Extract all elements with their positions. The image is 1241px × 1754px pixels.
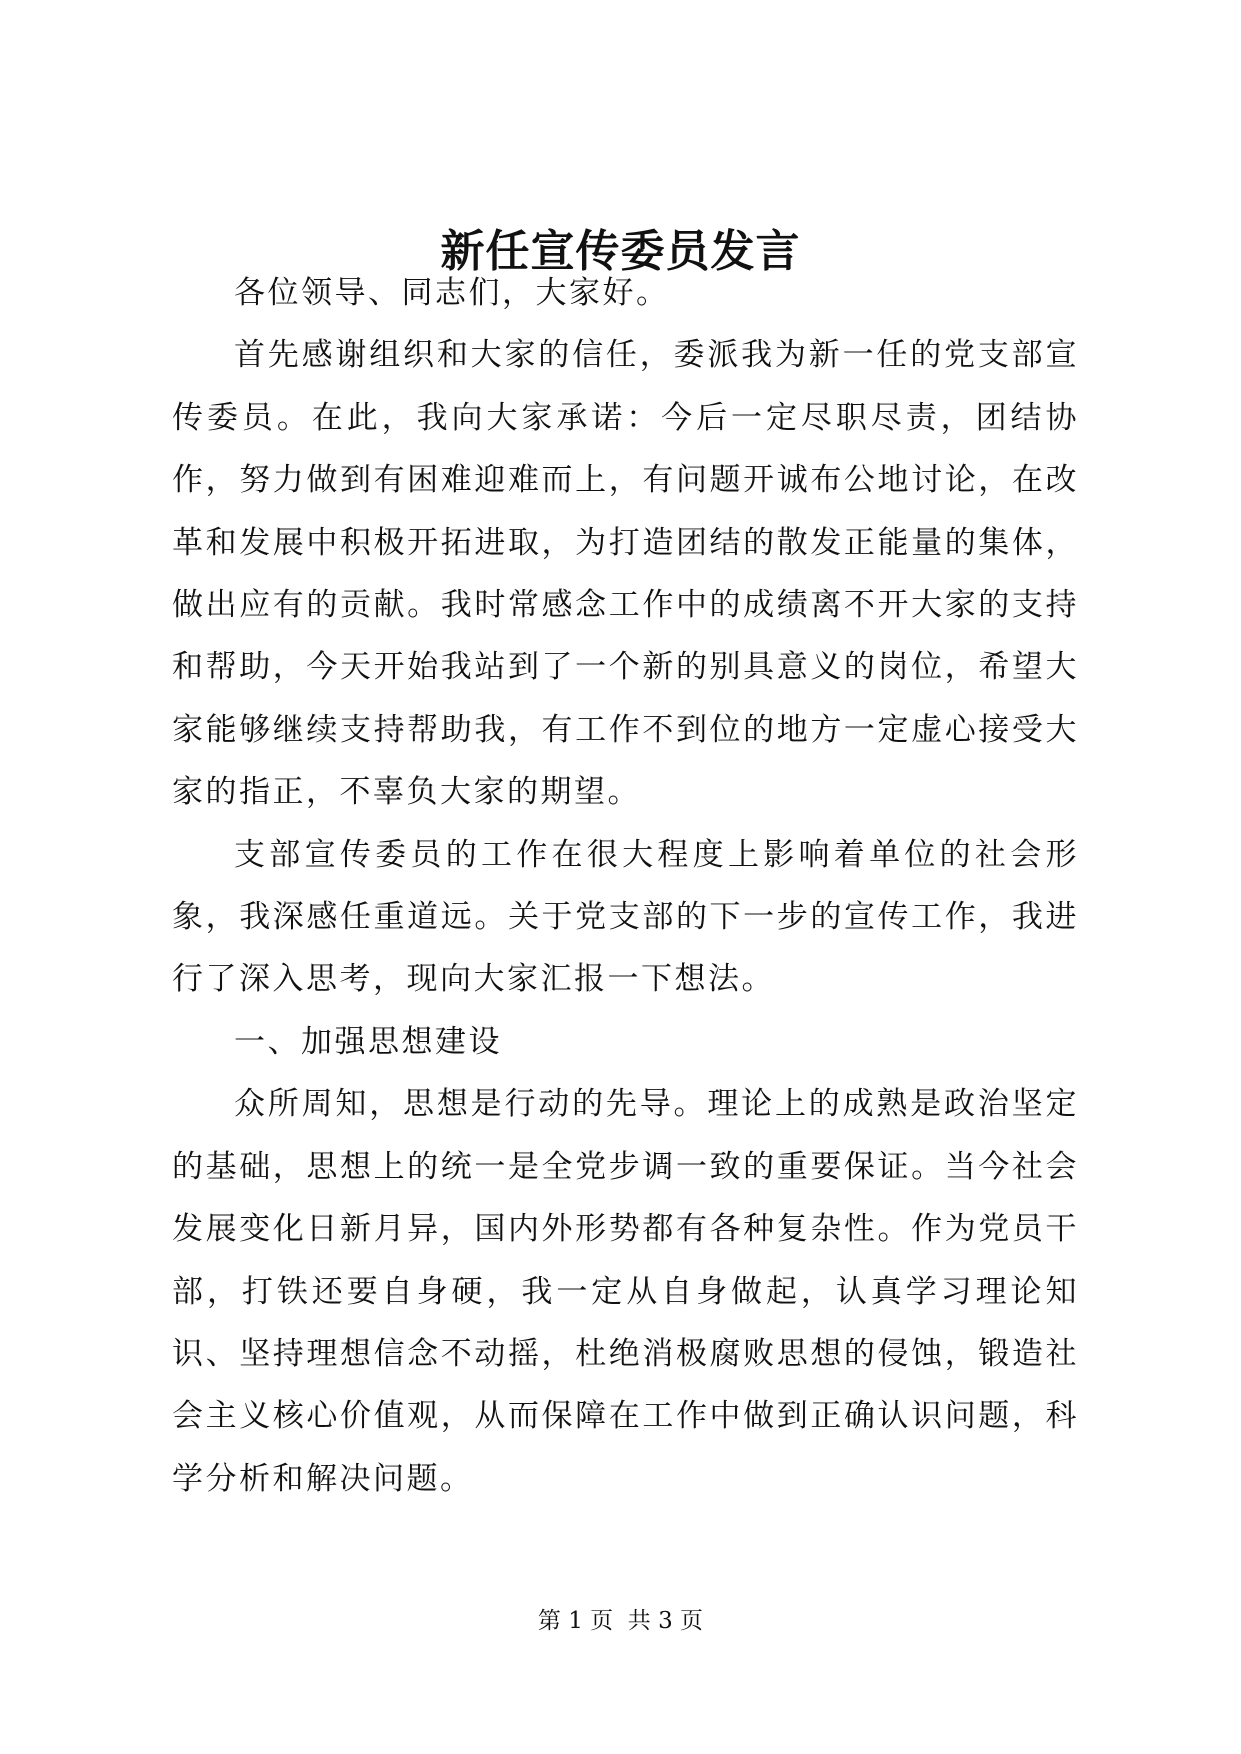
greeting-paragraph: 各位领导、同志们，大家好。	[234, 275, 670, 311]
page-number-label: 第 1 页 共 3 页	[537, 1608, 704, 1634]
body-paragraph: 众所周知，思想是行动的先导。理论上的成熟是政治坚定的基础，思想上的统一是全党步调一致的重要保证。当今社会发展变化日新月异，国内外形势都有各种复杂性。作为党员干部，打铁还要自身硬，我一定从自身做起，认真学习理论知识、坚持理想信念不动摇，杜绝消极腐败思想的侵蚀，锻造社会主义核心价值观，从而保障在工作中做到正确认识问题，科学分析和解决问题。	[172, 1086, 1079, 1497]
body-paragraph: 支部宣传委员的工作在很大程度上影响着单位的社会形象，我深感任重道远。关于党支部的下一步的宣传工作，我进行了深入思考，现向大家汇报一下想法。	[172, 836, 1079, 998]
document-body	[172, 262, 1079, 1510]
body-paragraph: 首先感谢组织和大家的信任，委派我为新一任的党支部宣传委员。在此，我向大家承诺：今后一定尽职尽责，团结协作，努力做到有困难迎难而上，有问题开诚布公地讨论，在改革和发展中积极开拓进取，为打造团结的散发正能量的集体，做出应有的贡献。我时常感念工作中的成绩离不开大家的支持和帮助，今天开始我站到了一个新的别具意义的岗位，希望大家能够继续支持帮助我，有工作不到位的地方一定虚心接受大家的指正，不辜负大家的期望。	[172, 337, 1079, 811]
page-footer	[0, 1606, 1241, 1636]
section-heading: 一、加强思想建设	[234, 1023, 502, 1060]
document-title: 新任宣传委员发言	[440, 226, 801, 277]
